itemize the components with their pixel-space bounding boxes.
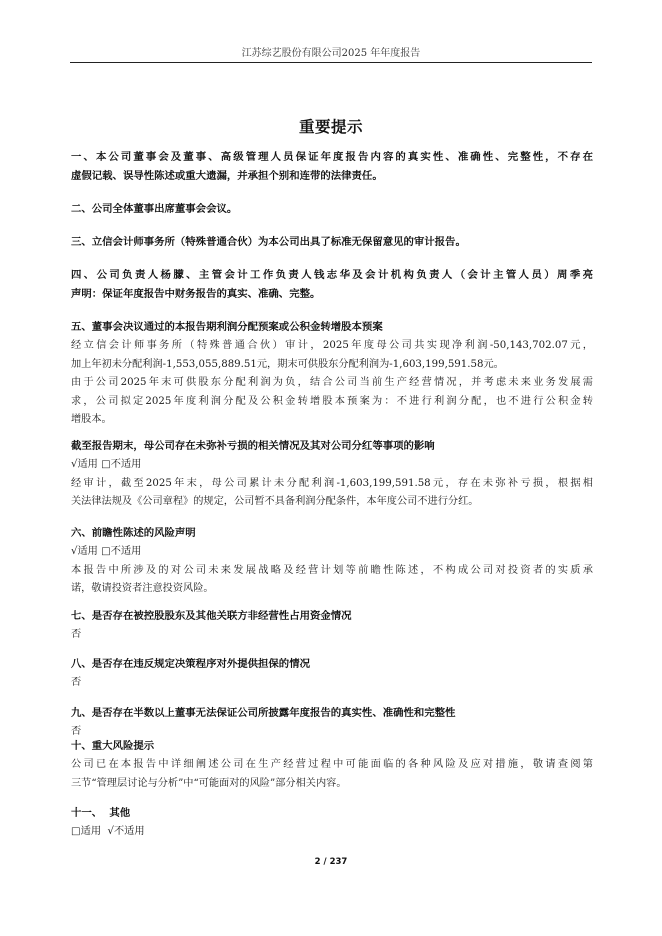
section-5-line-2: 加上年初未分配利润-1,553,055,889.51元，期末可供股东分配利润为-1,603,199,591.58元。 bbox=[71, 358, 504, 370]
section-1-line-2: 虚假记载、误导性陈述或重大遗漏，并承担个别和连带的法律责任。 bbox=[71, 170, 383, 182]
section-7-answer: 否 bbox=[71, 629, 82, 640]
section-loss-line-2: 关法律法规及《公司章程》的规定，公司暂不具备利润分配条件，本年度公司不进行分红。 bbox=[71, 496, 479, 507]
section-7-heading: 七、是否存在被控股股东及其他关联方非经营性占用资金情况 bbox=[71, 610, 352, 622]
section-10-heading: 十、重大风险提示 bbox=[71, 740, 155, 752]
section-6-heading: 六、前瞻性陈述的风险声明 bbox=[71, 527, 196, 539]
section-10 bbox=[71, 737, 593, 793]
section-7 bbox=[71, 607, 593, 645]
section-6-line-1: 本报告中所涉及的对公司未来发展战略及经营计划等前瞻性陈述，不构成公司对投资者的实质承 bbox=[71, 564, 593, 576]
section-4-line-1: 四、公司负责人杨朦、主管会计工作负责人钱志华及会计机构负责人（会计主管人员）周季亮 bbox=[71, 269, 593, 281]
section-6-applicability: √适用 □不适用 bbox=[71, 546, 142, 557]
section-loss-applicability: √适用 □不适用 bbox=[71, 459, 142, 470]
page-number: 2 / 237 bbox=[314, 857, 348, 867]
section-11 bbox=[71, 804, 593, 842]
section-10-line-2: 三节“管理层讨论与分析”中“可能面对的风险”部分相关内容。 bbox=[71, 777, 347, 789]
section-9-heading: 九、是否存在半数以上董事无法保证公司所披露年度报告的真实性、准确性和完整性 bbox=[71, 707, 456, 719]
section-1-statement bbox=[71, 148, 593, 186]
section-11-heading: 十一、 其他 bbox=[71, 807, 131, 819]
section-5-line-4: 求，公司拟定2025年度利润分配及公积金转增股本预案为：不进行利润分配，也不进行公积金转 bbox=[71, 395, 593, 407]
section-5-line-1: 经立信会计师事务所（特殊普通合伙）审计，2025年度母公司共实现净利润-50,143,702.07元， bbox=[71, 340, 593, 351]
section-2-statement bbox=[71, 200, 593, 219]
section-8-answer: 否 bbox=[71, 677, 82, 688]
section-11-applicability: □适用 √不适用 bbox=[71, 826, 145, 837]
section-loss-line-1: 经审计，截至2025年末，母公司累计未分配利润-1,603,199,591.58元，存在未弥补亏损，根据相 bbox=[71, 477, 593, 489]
section-6-line-2: 诺，敬请投资者注意投资风险。 bbox=[71, 583, 214, 594]
header-divider bbox=[70, 62, 592, 63]
section-5-heading: 五、董事会决议通过的本报告期利润分配预案或公积金转增股本预案 bbox=[71, 321, 383, 333]
section-9-answer: 否 bbox=[71, 726, 82, 737]
section-uncovered-loss bbox=[71, 437, 593, 512]
section-4-statement bbox=[71, 266, 593, 304]
section-2-line-1: 二、公司全体董事出席董事会会议。 bbox=[71, 203, 238, 215]
section-8 bbox=[71, 655, 593, 693]
section-4-line-2: 声明：保证年度报告中财务报告的真实、准确、完整。 bbox=[71, 288, 321, 300]
section-5-line-3: 由于公司2025年末可供股东分配利润为负，结合公司当前生产经营情况，并考虑未来业务发展需 bbox=[71, 377, 593, 388]
section-10-line-1: 公司已在本报告中详细阐述公司在生产经营过程中可能面临的各种风险及应对措施，敬请查阅第 bbox=[71, 759, 593, 770]
page-title: 重要提示 bbox=[298, 118, 363, 136]
section-3-statement bbox=[71, 233, 593, 252]
running-header: 江苏综艺股份有限公司2025 年年度报告 bbox=[241, 48, 421, 59]
section-5 bbox=[71, 318, 593, 430]
section-1-line-1: 一、本公司董事会及董事、高级管理人员保证年度报告内容的真实性、准确性、完整性，不存在 bbox=[71, 151, 593, 163]
section-5-line-5: 增股本。 bbox=[71, 414, 112, 425]
section-9 bbox=[71, 704, 593, 742]
section-6 bbox=[71, 524, 593, 599]
section-8-heading: 八、是否存在违反规定决策程序对外提供担保的情况 bbox=[71, 658, 310, 670]
section-3-line-1: 三、立信会计师事务所（特殊普通合伙）为本公司出具了标准无保留意见的审计报告。 bbox=[71, 236, 466, 248]
section-loss-heading: 截至报告期末，母公司存在未弥补亏损的相关情况及其对公司分红等事项的影响 bbox=[71, 440, 435, 452]
